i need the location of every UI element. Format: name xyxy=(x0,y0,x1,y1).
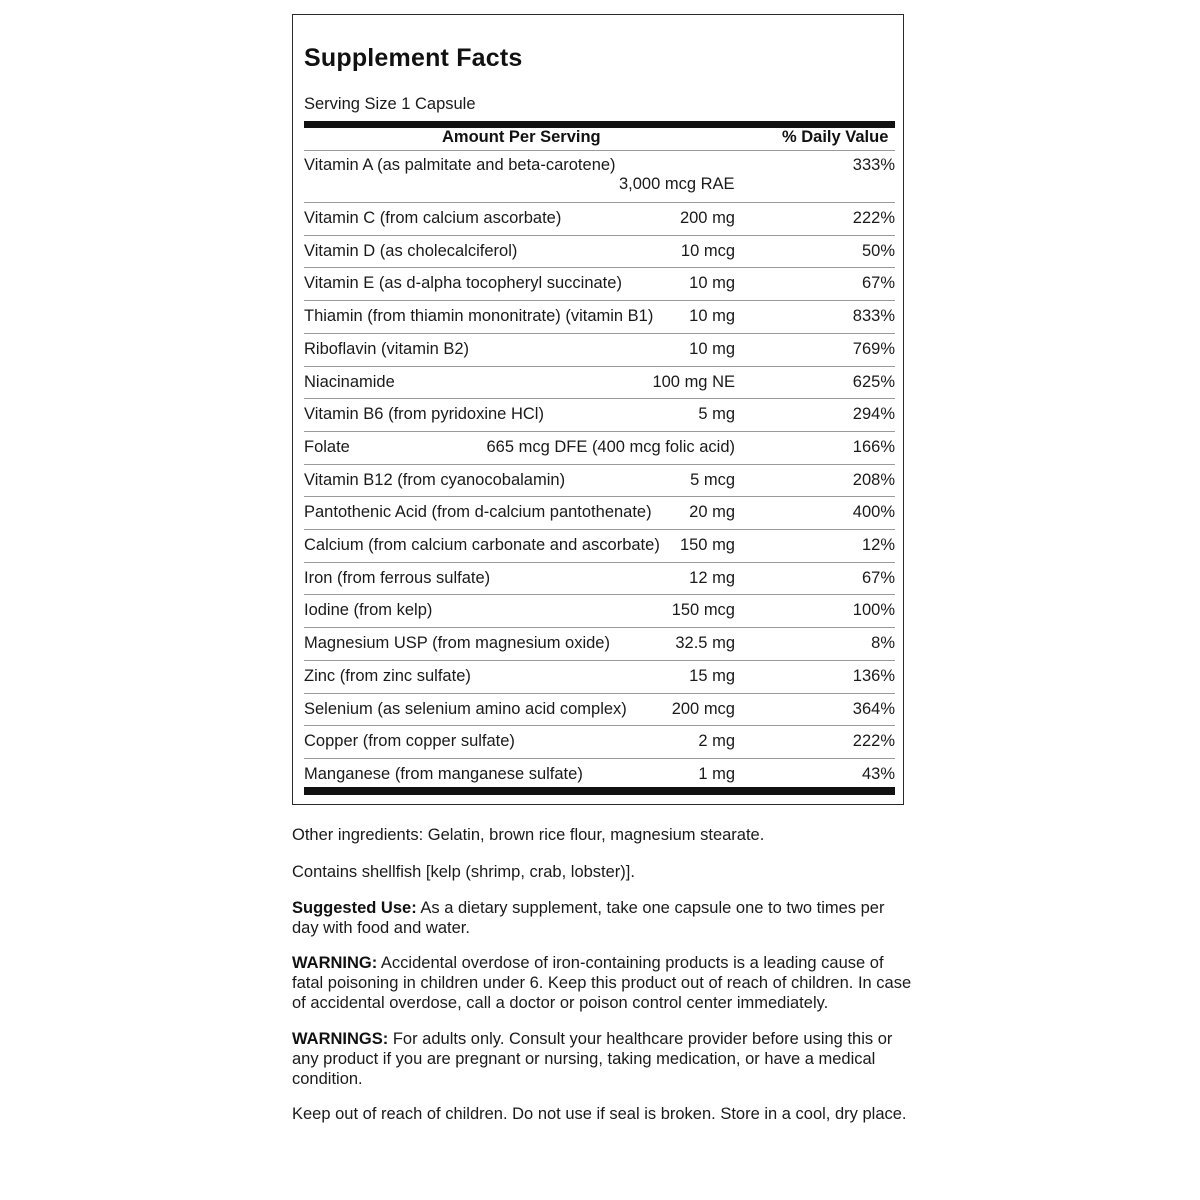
nutrient-amount: 10 mcg xyxy=(680,242,735,260)
top-thick-rule xyxy=(304,121,895,128)
nutrient-amount: 1 mg xyxy=(698,765,735,783)
general-warnings xyxy=(292,1029,912,1089)
nutrient-row xyxy=(304,235,895,267)
nutrient-amount: 200 mcg xyxy=(671,700,735,718)
nutrient-name: Calcium (from calcium carbonate and ascorbate) xyxy=(304,536,660,554)
nutrient-name: Vitamin D (as cholecalciferol) xyxy=(304,242,518,260)
nutrient-daily-value: 364% xyxy=(852,700,895,718)
nutrient-row xyxy=(304,660,895,692)
nutrient-daily-value: 833% xyxy=(852,307,895,325)
header-rule xyxy=(304,150,895,151)
suggested-use-label: Suggested Use: xyxy=(292,899,417,917)
nutrient-amount: 665 mcg DFE (400 mcg folic acid) xyxy=(486,438,735,456)
nutrient-row xyxy=(304,562,895,594)
nutrient-row xyxy=(304,398,895,430)
nutrient-row xyxy=(304,758,895,790)
nutrient-daily-value: 222% xyxy=(852,732,895,750)
nutrient-daily-value: 222% xyxy=(852,209,895,227)
nutrient-name: Vitamin C (from calcium ascorbate) xyxy=(304,209,562,227)
nutrient-amount: 150 mg xyxy=(679,536,735,554)
nutrient-amount: 2 mg xyxy=(698,732,735,750)
daily-value-header: % Daily Value xyxy=(782,128,889,146)
nutrient-daily-value: 769% xyxy=(852,340,895,358)
nutrient-row xyxy=(304,725,895,757)
vitamin-a-amount: 3,000 mcg RAE xyxy=(619,175,735,193)
nutrient-amount: 12 mg xyxy=(689,569,735,587)
nutrient-name: Manganese (from manganese sulfate) xyxy=(304,765,583,783)
nutrient-name: Vitamin B6 (from pyridoxine HCl) xyxy=(304,405,544,423)
suggested-use xyxy=(292,898,912,938)
nutrient-daily-value: 294% xyxy=(852,405,895,423)
nutrient-daily-value: 50% xyxy=(861,242,895,260)
warnings-label: WARNINGS: xyxy=(292,1030,389,1048)
nutrient-daily-value: 12% xyxy=(861,536,895,554)
warnings-text: For adults only. Consult your healthcare provider before using this or any product if you are pregnant or nursing, taking medication, or have a medical condition. xyxy=(292,1030,893,1088)
nutrient-daily-value: 100% xyxy=(852,601,895,619)
nutrient-name: Iodine (from kelp) xyxy=(304,601,433,619)
nutrient-amount: 10 mg xyxy=(689,340,735,358)
nutrient-amount: 10 mg xyxy=(689,274,735,292)
nutrient-daily-value: 67% xyxy=(861,274,895,292)
nutrient-amount: 100 mg NE xyxy=(652,373,735,391)
nutrient-daily-value: 43% xyxy=(861,765,895,783)
nutrient-daily-value: 67% xyxy=(861,569,895,587)
nutrient-name: Folate xyxy=(304,438,350,456)
nutrient-row xyxy=(304,594,895,626)
nutrient-name: Selenium (as selenium amino acid complex) xyxy=(304,700,627,718)
nutrient-row xyxy=(304,300,895,332)
nutrient-daily-value: 166% xyxy=(852,438,895,456)
iron-warning xyxy=(292,953,912,1013)
nutrient-row xyxy=(304,627,895,659)
nutrient-name: Iron (from ferrous sulfate) xyxy=(304,569,491,587)
amount-per-serving-header: Amount Per Serving xyxy=(442,128,601,146)
nutrient-amount: 10 mg xyxy=(689,307,735,325)
nutrient-daily-value: 8% xyxy=(871,634,895,652)
nutrient-name: Vitamin B12 (from cyanocobalamin) xyxy=(304,471,566,489)
nutrient-name: Pantothenic Acid (from d-calcium pantothenate) xyxy=(304,503,652,521)
nutrient-amount: 15 mg xyxy=(689,667,735,685)
nutrient-name: Copper (from copper sulfate) xyxy=(304,732,515,750)
bottom-thick-rule xyxy=(304,787,895,795)
nutrient-name: Riboflavin (vitamin B2) xyxy=(304,340,470,358)
nutrient-daily-value: 208% xyxy=(852,471,895,489)
nutrient-row xyxy=(304,202,895,234)
storage-instructions: Keep out of reach of children. Do not use if seal is broken. Store in a cool, dry place. xyxy=(292,1105,907,1123)
nutrient-amount: 5 mg xyxy=(698,405,735,423)
warning-label: WARNING: xyxy=(292,954,378,972)
nutrient-row xyxy=(304,693,895,725)
nutrient-row xyxy=(304,366,895,398)
nutrient-daily-value: 400% xyxy=(852,503,895,521)
vitamin-a-dv: 333% xyxy=(852,156,895,174)
vitamin-a-name: Vitamin A (as palmitate and beta-carotene) xyxy=(304,156,616,174)
contains-allergens: Contains shellfish [kelp (shrimp, crab, lobster)]. xyxy=(292,863,635,881)
nutrient-row xyxy=(304,529,895,561)
warning-text: Accidental overdose of iron-containing products is a leading cause of fatal poisoning in children under 6. Keep this product out of reach of children. In case of accidental overdose, call a doctor or poison control center immediately. xyxy=(292,954,912,1012)
nutrient-amount: 200 mg xyxy=(679,209,735,227)
nutrient-amount: 150 mcg xyxy=(671,601,735,619)
nutrient-row xyxy=(304,267,895,299)
nutrient-row xyxy=(304,464,895,496)
suggested-use-text: As a dietary supplement, take one capsule one to two times per day with food and water. xyxy=(292,899,885,937)
nutrient-name: Niacinamide xyxy=(304,373,395,391)
nutrient-name: Thiamin (from thiamin mononitrate) (vitamin B1) xyxy=(304,307,654,325)
other-ingredients: Other ingredients: Gelatin, brown rice flour, magnesium stearate. xyxy=(292,826,765,844)
nutrient-daily-value: 625% xyxy=(852,373,895,391)
nutrient-amount: 20 mg xyxy=(689,503,735,521)
nutrient-row xyxy=(304,431,895,463)
serving-size: Serving Size 1 Capsule xyxy=(304,95,476,113)
nutrient-row xyxy=(304,496,895,528)
nutrient-amount: 32.5 mg xyxy=(675,634,735,652)
nutrient-row xyxy=(304,333,895,365)
nutrient-name: Zinc (from zinc sulfate) xyxy=(304,667,471,685)
nutrient-name: Vitamin E (as d-alpha tocopheryl succinate) xyxy=(304,274,622,292)
facts-title: Supplement Facts xyxy=(304,44,523,72)
nutrient-amount: 5 mcg xyxy=(690,471,735,489)
nutrient-name: Magnesium USP (from magnesium oxide) xyxy=(304,634,610,652)
nutrient-daily-value: 136% xyxy=(852,667,895,685)
